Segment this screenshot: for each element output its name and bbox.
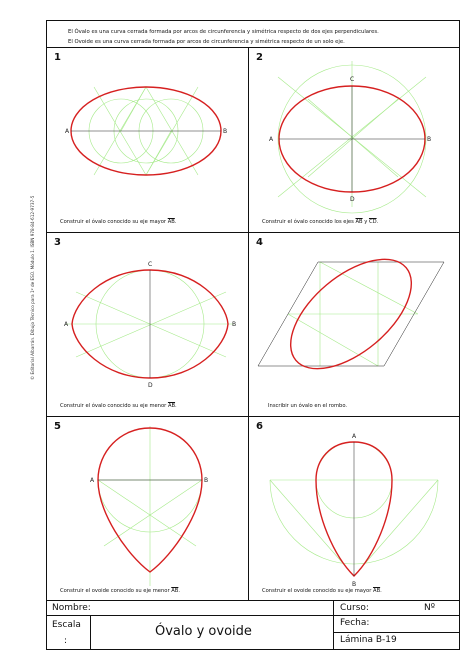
figure-panel-2 [248, 47, 460, 232]
nombre-label: Nombre: [52, 603, 91, 613]
caption-panel-2: Construir el óvalo conocido los ejes $\overline{AB}$ y $\overline{CD}$. [262, 219, 379, 225]
label-a: A [65, 128, 70, 135]
panel-number-2: 2 [256, 52, 263, 63]
label-c: C [350, 76, 355, 83]
figure-panel-3 [46, 232, 248, 416]
caption-panel-6: Construir el ovoide conocido su eje mayor $\overline{AB}$. [262, 588, 382, 594]
panel-number-1: 1 [54, 52, 61, 63]
figure-panel-1 [46, 47, 248, 232]
intro-text [68, 28, 379, 47]
caption-panel-5: Construir el ovoide conocido su eje menor $\overline{AB}$. [60, 588, 181, 594]
figure-panel-6 [248, 416, 460, 600]
construction-lines [98, 426, 202, 586]
label-a: A [64, 321, 69, 328]
figure-panel-4 [248, 232, 460, 416]
numero-label: Nº [424, 603, 435, 613]
label-b: B [223, 128, 228, 135]
label-a: A [352, 433, 357, 440]
label-c: C [148, 261, 153, 268]
title-block-divider-1 [46, 615, 460, 616]
caption-panel-4: Inscribir un óvalo en el rombo. [268, 403, 348, 409]
label-b: B [427, 136, 432, 143]
intro-line-oval: El Óvalo es una curva cerrada formada por arcos de circunferencia y simétrica respecto de dos ejes perpendiculares. [68, 29, 379, 35]
escala-label: Escala [52, 620, 81, 630]
label-a: A [269, 136, 274, 143]
panel-number-6: 6 [256, 421, 263, 432]
title-block-vertical-1 [90, 615, 91, 650]
label-b: B [204, 477, 209, 484]
escala-colon: : [64, 636, 68, 646]
construction-lines [288, 262, 418, 366]
side-copyright: © Editorial Albarrán. Dibujo Técnico para 1º de ESO. Módulo 1. ISBN 978-84-612-9737-5 [30, 195, 35, 380]
curso-label: Curso: [340, 603, 369, 613]
label-b: B [352, 581, 357, 588]
title-block-divider-2 [333, 632, 460, 633]
sheet-title: Óvalo y ovoide [155, 624, 252, 639]
figure-panel-5 [46, 416, 248, 600]
label-b: B [232, 321, 237, 328]
title-block-vertical-2 [333, 600, 334, 650]
intro-line-ovoid: El Ovoide es una curva cerrada formada por arcos de circunferencia y simétrica respecto de un solo eje. [68, 38, 345, 45]
grid-bottom-line [46, 600, 460, 601]
label-a: A [90, 477, 95, 484]
label-d: D [148, 382, 153, 389]
caption-panel-1: Construir el óvalo conocido su eje mayor $\overline{AB}$. [60, 219, 177, 225]
panel-number-4: 4 [256, 237, 263, 248]
panel-number-5: 5 [54, 421, 61, 432]
label-d: D [350, 196, 355, 203]
fecha-label: Fecha: [340, 618, 370, 628]
panel-number-3: 3 [54, 237, 61, 248]
lamina-label: Lámina B-19 [340, 635, 397, 645]
caption-panel-3: Construir el óvalo conocido su eje menor $\overline{AB}$. [60, 403, 177, 409]
